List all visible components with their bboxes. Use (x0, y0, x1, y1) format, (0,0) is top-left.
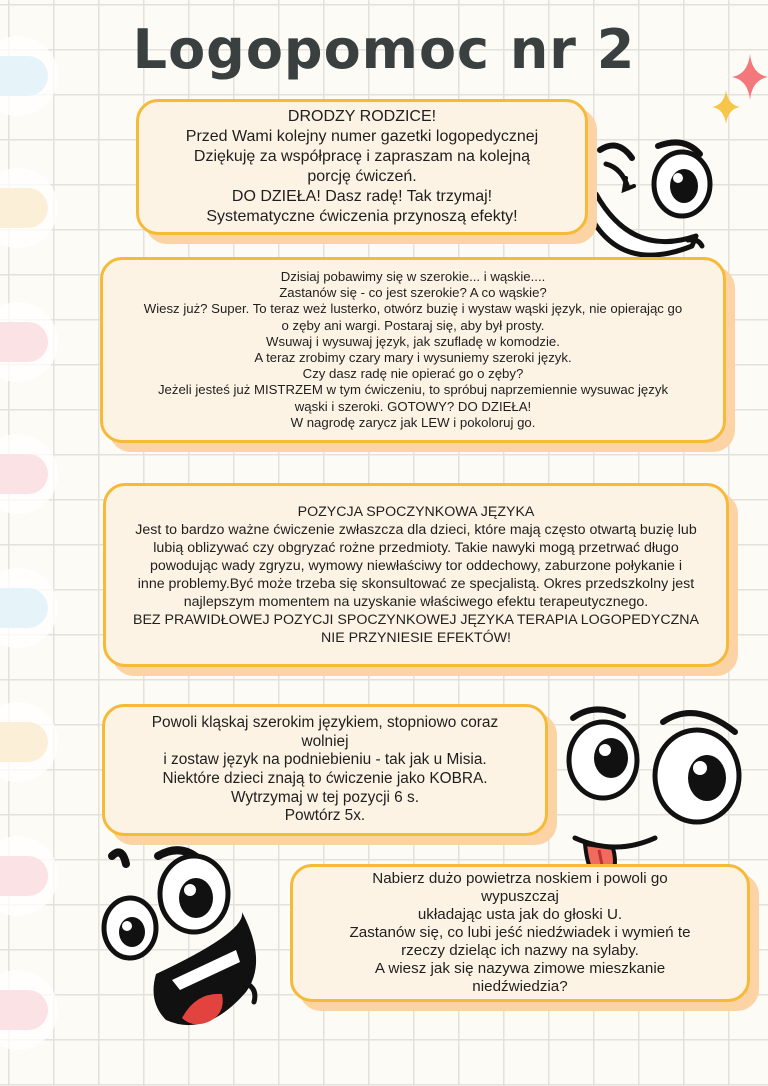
notebook-hole (0, 836, 58, 916)
exercise-line: niedźwiedzia? (472, 978, 568, 995)
exercise-line: wąski i szeroki. GOTOWY? DO DZIEŁA! (294, 398, 532, 414)
notebook-hole (0, 168, 58, 248)
exercise-line: Powoli kląskaj szerokim językiem, stopniowo coraz (151, 714, 499, 732)
exercise-line: W nagrodę zarycz jak LEW i pokoloruj go. (290, 414, 536, 430)
tongue-out-face-icon (545, 688, 760, 888)
paragraph-line: NIE PRZYNIESIE EFEKTÓW! (321, 630, 511, 646)
exercise-line: Powtórz 5x. (284, 807, 366, 825)
greeting-line: Systematyczne ćwiczenia przynoszą efekty! (206, 208, 518, 225)
breathing-exercise-card (290, 864, 750, 1002)
exercise-line: Jeżeli jesteś już MISTRZEM w tym ćwiczeniu, to spróbuj naprzemiennie wysuwac język (157, 382, 669, 398)
laughing-face-icon (96, 842, 271, 1042)
clicking-exercise-card (102, 704, 548, 836)
section-heading: POZYCJA SPOCZYNKOWA JĘZYKA (297, 504, 535, 520)
exercise-line: Zastanów się - co jest szerokie? A co wąskie? (279, 285, 547, 301)
greeting-line: Dziękuję za współpracę i zapraszam na kolejną (193, 148, 531, 165)
notebook-hole (0, 702, 58, 782)
greeting-line: porcję ćwiczeń. (307, 168, 417, 185)
greeting-line: DO DZIEŁA! Dasz radę! Tak trzymaj! (231, 188, 493, 205)
exercise-line: wypuszczaj (481, 888, 559, 905)
notebook-hole (0, 568, 58, 648)
exercise-line: Nabierz dużo powietrza noskiem i powoli go (372, 870, 668, 887)
exercise-line: układając usta jak do głoski U. (417, 906, 623, 923)
exercise-line: o zęby ani wargi. Postaraj się, aby był prosty. (281, 317, 545, 333)
notebook-hole (0, 434, 58, 514)
exercise-line: A wiesz jak się nazywa zimowe mieszkanie (374, 960, 666, 977)
sparkle-icon (712, 90, 740, 124)
notebook-hole (0, 970, 58, 1050)
paragraph-line: Jest to bardzo ważne ćwiczenie zwłaszcza dla dzieci, które mają często otwartą buzię lub (135, 522, 697, 538)
page-title: Logopomoc nr 2 (132, 18, 636, 81)
exercise-line: A teraz zrobimy czary mary i wysuniemy szeroki język. (254, 350, 572, 365)
winking-face-icon (572, 128, 732, 278)
exercise-line: i zostaw język na podniebieniu - tak jak u Misia. (163, 751, 487, 769)
exercise-line: Wiesz już? Super. To teraz weż lusterko, otwórz buzię i wystaw wąski język, nie opierając go (143, 301, 683, 317)
exercise-wide-narrow-card (100, 257, 726, 443)
paragraph-line: powodując wady zgryzu, wymowy niewłaściwy tor oddechowy, zaburzone połykanie i (149, 558, 683, 574)
paragraph-line: BEZ PRAWIDŁOWEJ POZYCJI SPOCZYNKOWEJ JĘZYKA TERAPIA LOGOPEDYCZNA (132, 612, 700, 628)
greeting-card (136, 99, 588, 235)
tongue-rest-position-card (103, 483, 729, 667)
exercise-line: Wsuwaj i wysuwaj język, jak szufladę w komodzie. (266, 333, 560, 349)
exercise-line: Wytrzymaj w tej pozycji 6 s. (230, 788, 419, 806)
greeting-line: Przed Wami kolejny numer gazetki logopedycznej (185, 128, 539, 145)
exercise-line: rzeczy dzieląc ich nazwy na sylaby. (401, 942, 639, 959)
paragraph-line: inne problemy.Być może trzeba się skonsultować ze specjalistą. Okres przedszkolny jest (137, 576, 695, 592)
paragraph-line: lubią oblizywać czy obgryzać rożne przedmioty. Takie nawyki mogą przetrwać długo (153, 540, 679, 556)
greeting-line: DRODZY RODZICE! (287, 108, 437, 125)
exercise-line: Niektóre dzieci znają to ćwiczenie jako KOBRA. (162, 770, 488, 787)
exercise-line: Dzisiaj pobawimy się w szerokie... i wąskie.... (280, 268, 546, 284)
exercise-line: Czy dasz radę nie opierać go o zęby? (302, 366, 524, 382)
notebook-hole (0, 302, 58, 382)
exercise-line: Zastanów się, co lubi jeść niedźwiadek i wymień te (349, 924, 691, 941)
paragraph-line: najlepszym momentem na uzyskanie właściwego efektu terapeutycznego. (183, 594, 649, 610)
exercise-line: wolniej (301, 732, 349, 750)
